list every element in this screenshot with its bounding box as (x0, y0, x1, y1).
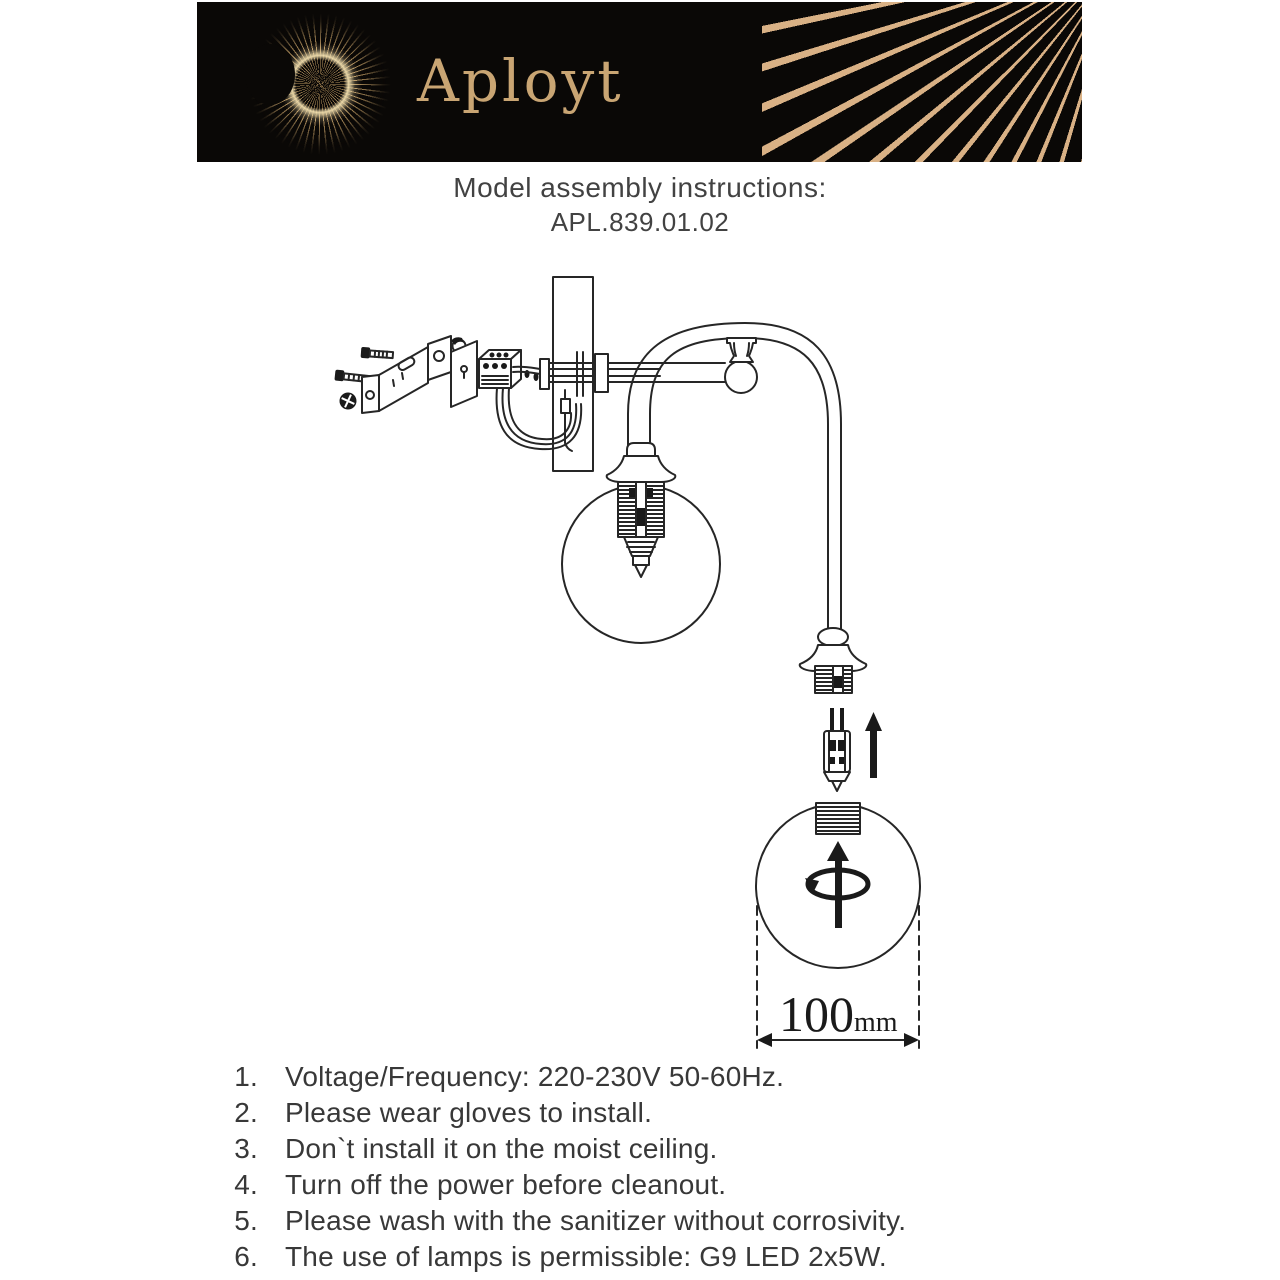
item-text: Voltage/Frequency: 220-230V 50-60Hz. (285, 1061, 785, 1092)
item-number: 4. (234, 1169, 258, 1200)
screw-icon (361, 347, 394, 360)
instruction-item (210, 1059, 906, 1095)
terminal-block (479, 350, 539, 388)
instruction-item (210, 1239, 906, 1275)
brand-name: Aployt (417, 47, 624, 115)
screw-head-icon (337, 390, 360, 413)
item-text: Turn off the power before cleanout. (285, 1169, 727, 1200)
g9-bulb (824, 708, 850, 791)
item-text: Don`t install it on the moist ceiling. (285, 1133, 718, 1164)
item-text: Please wear gloves to install. (285, 1097, 653, 1128)
swivel-joint (725, 338, 757, 393)
assembly-diagram (320, 260, 940, 1060)
globe-shade-bottom (756, 803, 920, 968)
item-number: 6. (234, 1241, 258, 1272)
lamp-socket-left (607, 443, 676, 577)
cord-grip (540, 359, 549, 389)
item-number: 2. (234, 1097, 258, 1128)
mounting-bracket (362, 336, 451, 413)
item-number: 5. (234, 1205, 258, 1236)
title-block (0, 172, 1280, 238)
dimension-label: 100mm (779, 986, 898, 1042)
item-number: 3. (234, 1133, 258, 1164)
instruction-item (210, 1131, 906, 1167)
instruction-list (210, 1059, 906, 1275)
item-number: 1. (234, 1061, 258, 1092)
lamp-socket-right (800, 628, 867, 693)
ray-fan-decoration (762, 2, 1082, 162)
item-text: Please wash with the sanitizer without corrosivity. (285, 1205, 907, 1236)
page-title: Model assembly instructions: (453, 172, 827, 203)
model-number: APL.839.01.02 (550, 207, 730, 237)
rotation-arrow-icon (805, 841, 868, 928)
sunburst-logo-center (245, 44, 295, 105)
item-text: The use of lamps is permissible: G9 LED 2x5W. (285, 1241, 887, 1272)
insert-direction-arrow-icon (865, 712, 882, 778)
cover-plate (451, 337, 477, 407)
brand-banner (197, 2, 1082, 162)
instruction-item (210, 1203, 906, 1239)
instruction-item (210, 1095, 906, 1131)
instruction-item (210, 1167, 906, 1203)
rod-flange (595, 354, 608, 392)
